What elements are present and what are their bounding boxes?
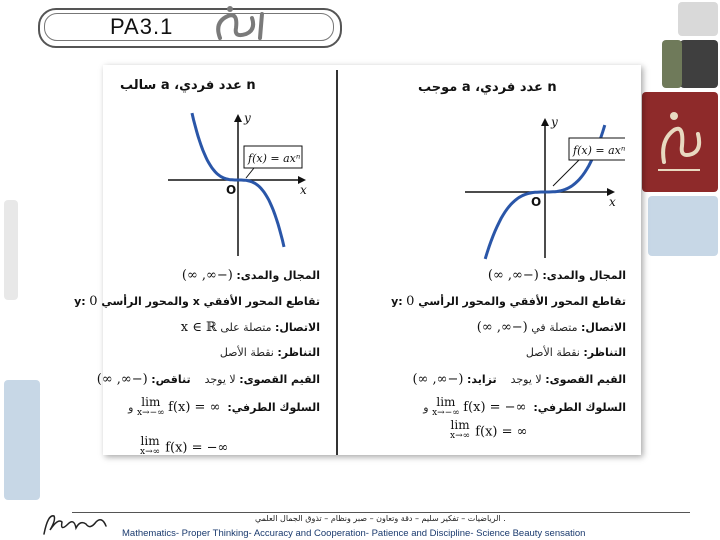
right-symmetry-label: التناظر:: [583, 346, 626, 359]
right-y-label: y: [551, 115, 558, 129]
right-limit-2-op: lim: [450, 418, 470, 432]
left-continuity-text: متصلة على: [220, 321, 272, 334]
left-domain-label: المجال والمدى:: [236, 269, 320, 282]
left-limit-2-expr: f(x) = −∞: [165, 440, 229, 456]
right-and: و: [423, 401, 429, 414]
page-code: PA3.1: [110, 14, 174, 39]
deco-tile-dark: [680, 40, 718, 88]
column-divider: [336, 70, 338, 455]
footer-rule: [72, 512, 690, 513]
right-domain-value: (−∞, ∞): [487, 268, 539, 283]
left-limit-2-op: lim: [140, 434, 160, 448]
left-limit-1: [136, 395, 224, 418]
right-function-label: f(x) = axⁿ: [573, 144, 625, 157]
left-limit-2-sub: x→∞: [140, 447, 161, 457]
left-extrema-label: القيم القصوى:: [239, 373, 320, 386]
left-intercept-value: 0: [89, 294, 98, 309]
left-continuity-value: x ∈ ℝ: [180, 320, 217, 335]
right-extrema-label: القيم القصوى:: [545, 373, 626, 386]
deco-tile-grey-left: [4, 200, 18, 300]
left-limit-1-sub: x→−∞: [136, 408, 165, 418]
signature-mark: [40, 510, 120, 540]
left-end-behavior: [128, 397, 320, 419]
left-graph: [168, 108, 318, 258]
right-monotonic-label: تزايد:: [466, 373, 497, 386]
deco-tile-grey: [678, 2, 718, 36]
right-limit-1-op: lim: [436, 395, 456, 409]
left-extrema: [97, 372, 320, 387]
right-monotonic-value: (−∞, ∞): [412, 372, 464, 387]
left-intercept-label: تقاطع المحور الأفقي x والمحور الرأسي y:: [74, 295, 320, 308]
header-logo: [190, 4, 300, 48]
left-extrema-text: لا يوجد: [204, 373, 236, 386]
right-graph: [465, 112, 625, 260]
left-continuity-label: الاتصال:: [274, 321, 320, 334]
left-heading: n عدد فردي، a سالب: [120, 78, 256, 93]
right-end-behavior-label: السلوك الطرفي:: [533, 401, 626, 414]
deco-tile-blue-left: [4, 380, 40, 500]
right-limit-2-expr: f(x) = ∞: [475, 424, 528, 440]
left-symmetry: [220, 346, 320, 359]
right-limit-1: [432, 395, 530, 418]
left-limit-2: [140, 436, 228, 458]
left-domain-value: (−∞, ∞): [181, 268, 233, 283]
right-continuity-text: متصلة في: [531, 321, 578, 334]
right-extrema: [412, 372, 626, 387]
right-limit-2-sub: x→∞: [450, 431, 471, 441]
left-function-label: f(x) = axⁿ: [248, 152, 301, 165]
left-y-label: y: [244, 111, 251, 125]
logo-mark-red-tile: [650, 100, 710, 184]
right-intercept-label: تقاطع المحور الأفقي والمحور الرأسي y:: [391, 295, 626, 308]
left-symmetry-text: نقطة الأصل: [219, 346, 274, 359]
left-monotonic-label: تناقص:: [151, 373, 191, 386]
left-domain-range: [182, 268, 320, 283]
right-symmetry: [526, 346, 626, 359]
right-intercept: [391, 294, 626, 309]
right-limit-1-expr: f(x) = −∞: [463, 400, 527, 415]
right-heading: n عدد فردي، a موجب: [418, 80, 557, 95]
left-x-label: x: [300, 183, 307, 197]
right-limit-2: [450, 420, 528, 442]
right-domain-range: [488, 268, 626, 283]
left-intercept: [74, 294, 320, 309]
left-continuity: [181, 320, 320, 335]
left-monotonic-value: (−∞, ∞): [96, 372, 148, 387]
right-continuity-label: الاتصال:: [580, 321, 626, 334]
deco-tile-blue-lower: [648, 196, 718, 256]
right-origin-label: O: [531, 195, 542, 209]
left-limit-1-expr: f(x) = ∞: [168, 400, 221, 415]
right-continuity-value: (−∞, ∞): [476, 320, 528, 335]
left-and: و: [128, 401, 134, 414]
footer-english-values: Mathematics- Proper Thinking- Accuracy and Cooperation- Patience and Discipline- Science Beauty sensation: [122, 528, 586, 539]
right-limit-1-sub: x→−∞: [432, 408, 460, 418]
right-x-label: x: [609, 195, 616, 209]
right-continuity: [477, 320, 626, 335]
deco-tile-green: [662, 40, 682, 88]
right-symmetry-text: نقطة الأصل: [525, 346, 580, 359]
left-symmetry-label: التناظر:: [277, 346, 320, 359]
right-intercept-value: 0: [406, 294, 415, 309]
right-extrema-text: لا يوجد: [510, 373, 542, 386]
right-end-behavior: [423, 397, 626, 419]
footer-arabic-values: . الرياضيات – تفكير سليم – دقة وتعاون – صبر ونظام – تذوق الجمال العلمي: [255, 514, 506, 523]
right-domain-label: المجال والمدى:: [542, 269, 626, 282]
left-origin-label: O: [226, 183, 237, 197]
left-end-behavior-label: السلوك الطرفي:: [227, 401, 320, 414]
left-limit-1-op: lim: [141, 395, 161, 409]
